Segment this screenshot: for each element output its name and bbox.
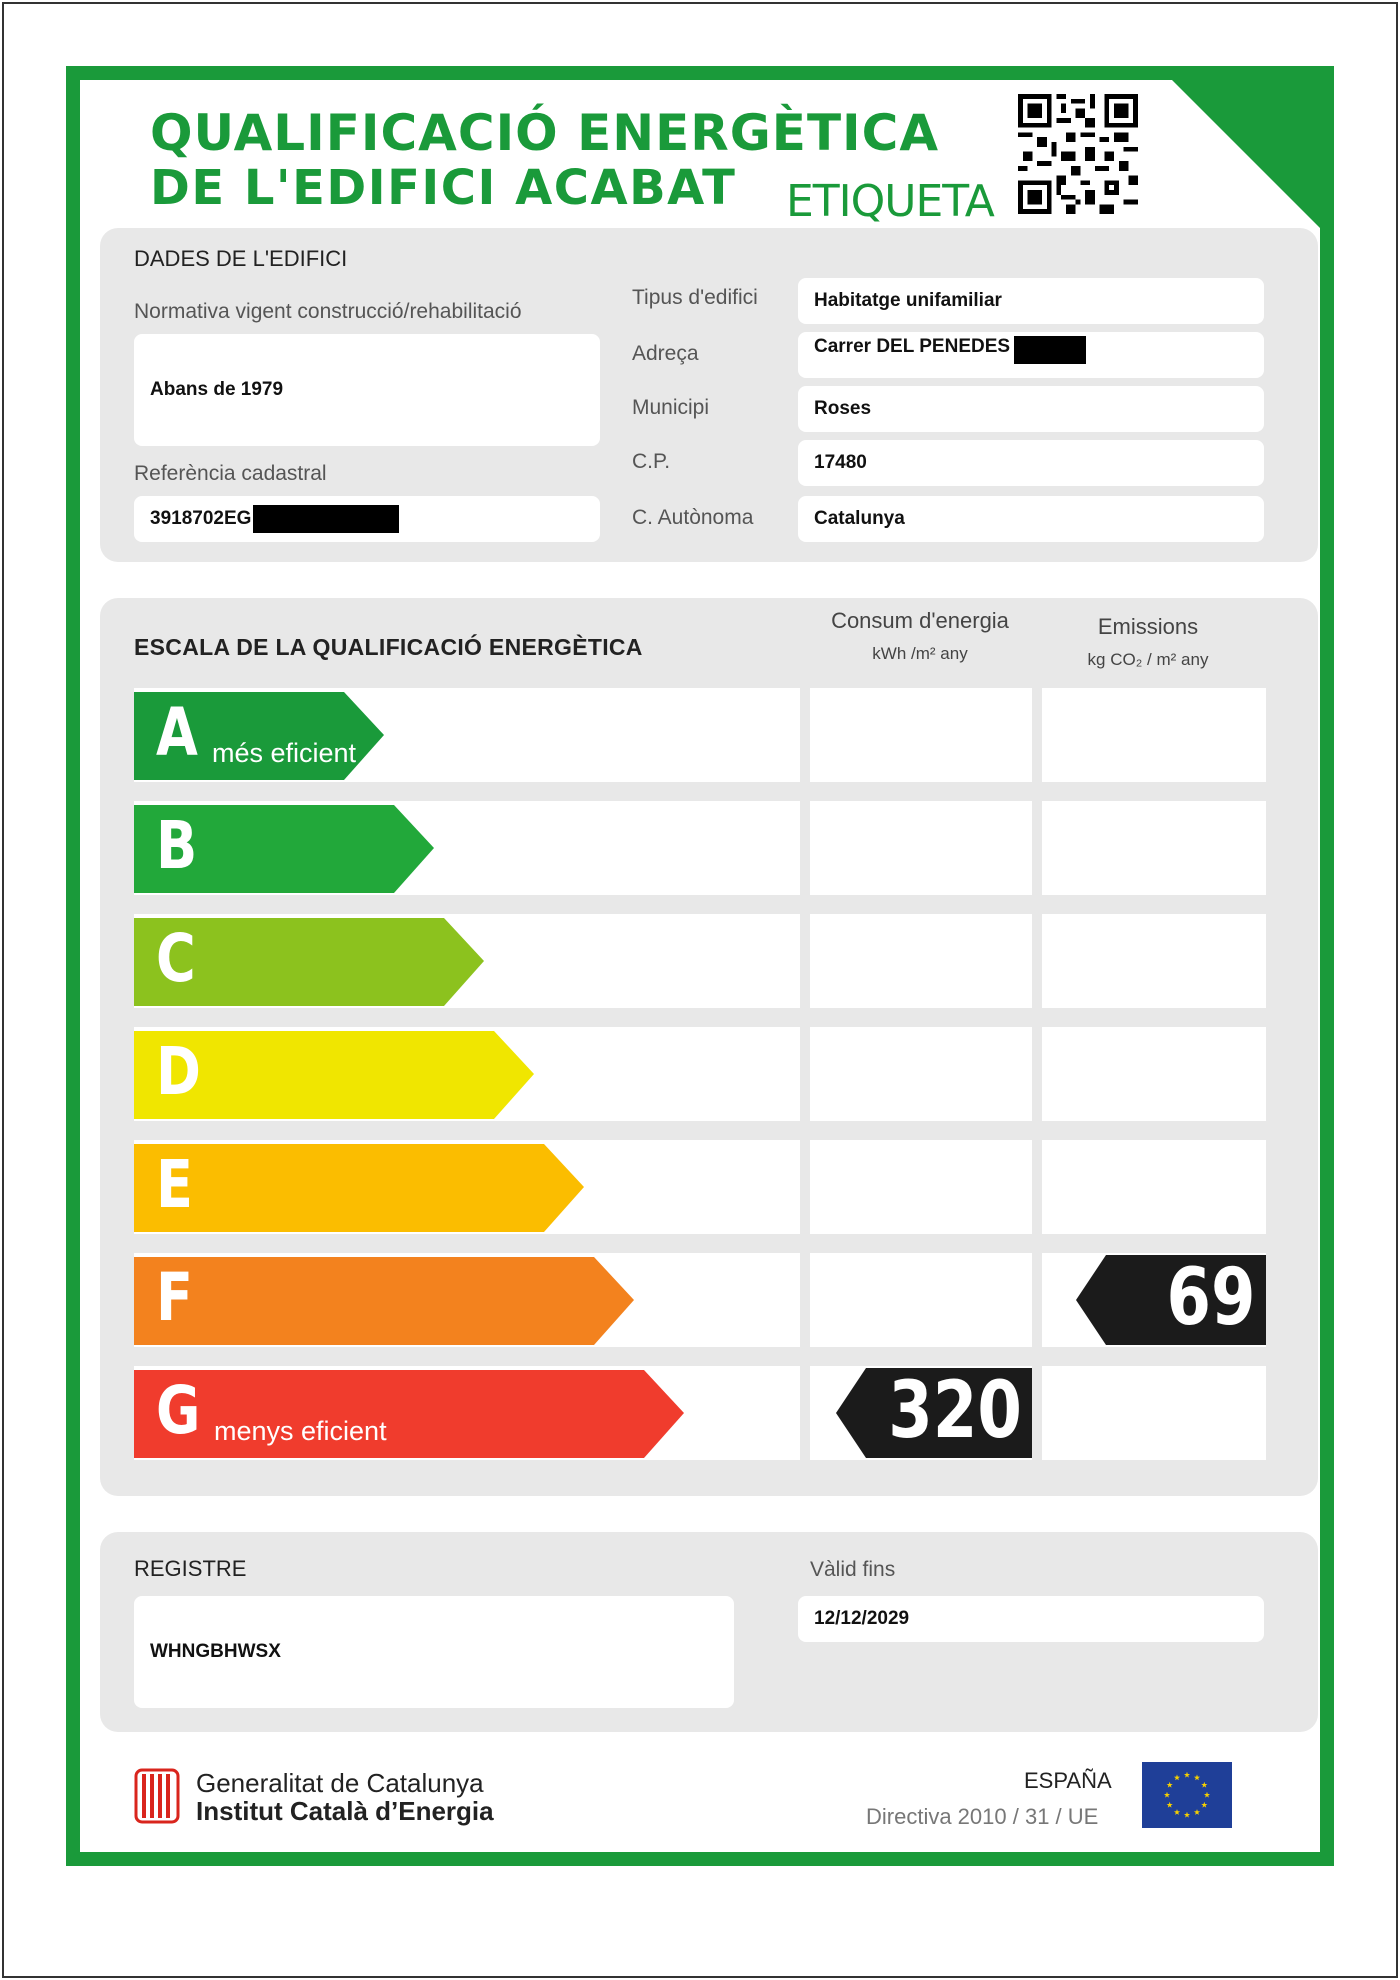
consum-column-unit: kWh /m² any (872, 644, 968, 663)
class-letter: E (156, 1146, 193, 1223)
eu-flag-icon (1142, 1762, 1232, 1828)
etiqueta-label: ETIQUETA (786, 176, 994, 227)
scale-row-g (134, 1366, 1290, 1460)
scale-section-title: ESCALA DE LA QUALIFICACIÓ ENERGÈTICA (134, 634, 643, 660)
registre-label: REGISTRE (134, 1556, 247, 1581)
scale-row-f (134, 1253, 1290, 1347)
class-caption: més eficient (212, 738, 357, 768)
consum-cell (810, 1027, 1032, 1121)
building-section-title: DADES DE L'EDIFICI (134, 246, 348, 271)
autonoma-label: C. Autònoma (632, 506, 754, 529)
emissions-cell (1042, 1366, 1266, 1460)
consum-cell (810, 688, 1032, 782)
energy-scale-panel (100, 598, 1318, 1496)
cp-field (798, 440, 1264, 486)
generalitat-logo-icon (134, 1768, 180, 1824)
emissions-cell (1042, 914, 1266, 1008)
title-line-2: DE L'EDIFICI ACABAT (150, 160, 737, 216)
normativa-label: Normativa vigent construcció/rehabilitació (134, 300, 522, 323)
title-line-1: QUALIFICACIÓ ENERGÈTICA (150, 104, 940, 162)
scale-row-b (134, 801, 1290, 895)
referencia-label: Referència cadastral (134, 462, 327, 485)
cp-value: 17480 (814, 452, 867, 473)
municipi-label: Municipi (632, 396, 710, 419)
emissions-column-title: Emissions (1097, 614, 1199, 639)
emissions-cell (1042, 801, 1266, 895)
consum-column-title: Consum d'energia (831, 608, 1009, 633)
emissions-value: 69 (1166, 1253, 1256, 1343)
autonoma-field (798, 496, 1264, 542)
emissions-column-unit: kg CO₂ / m² any (1087, 650, 1209, 669)
consum-cell (810, 914, 1032, 1008)
class-arrow-e (134, 1140, 586, 1234)
consum-value: 320 (888, 1366, 1022, 1456)
emissions-cell (1042, 688, 1266, 782)
valid-field (798, 1596, 1264, 1642)
emissions-cell (1042, 1140, 1266, 1234)
adreca-field (798, 332, 1264, 378)
scale-row-e (134, 1140, 1290, 1234)
scale-row-c (134, 914, 1290, 1008)
emissions-cell (1042, 1027, 1266, 1121)
referencia-field (134, 496, 600, 542)
normativa-value: Abans de 1979 (150, 379, 284, 400)
class-letter: G (156, 1372, 201, 1449)
redaction-box (253, 505, 399, 533)
scale-row-a (134, 688, 1290, 782)
tipus-label: Tipus d'edifici (632, 286, 758, 309)
registre-field (134, 1596, 734, 1708)
class-arrow-shape (134, 1144, 584, 1232)
municipi-value: Roses (814, 398, 872, 419)
registre-panel (100, 1532, 1318, 1732)
class-arrow-f (134, 1253, 636, 1347)
cp-label: C.P. (632, 450, 671, 473)
class-caption: menys eficient (214, 1416, 387, 1446)
normativa-field (134, 334, 600, 446)
scale-row-d (134, 1027, 1290, 1121)
municipi-field (798, 386, 1264, 432)
registre-value: WHNGBHWSX (150, 1641, 281, 1662)
class-arrow-shape (134, 1257, 634, 1345)
class-letter: A (156, 694, 198, 771)
consum-cell (810, 1253, 1032, 1347)
tipus-value: Habitatge unifamiliar (814, 290, 1002, 311)
class-letter: B (156, 807, 198, 884)
adreca-label: Adreça (632, 342, 699, 365)
espana-label: ESPAÑA (1024, 1768, 1112, 1793)
icaen-name: Institut Català d’Energia (196, 1796, 494, 1826)
redaction-box (1014, 336, 1086, 364)
class-letter: F (156, 1259, 193, 1336)
valid-label: Vàlid fins (810, 1558, 896, 1581)
autonoma-value: Catalunya (814, 508, 905, 529)
consum-cell (810, 801, 1032, 895)
energy-label (66, 66, 1334, 1866)
building-data-panel (100, 228, 1318, 562)
referencia-value: 3918702EG (150, 508, 252, 529)
generalitat-name: Generalitat de Catalunya (196, 1768, 484, 1798)
consum-cell (810, 1140, 1032, 1234)
directiva-label: Directiva 2010 / 31 / UE (866, 1804, 1099, 1829)
adreca-value: Carrer DEL PENEDES (814, 336, 1011, 357)
corner-triangle (1171, 79, 1321, 229)
tipus-field (798, 278, 1264, 324)
qr-code-icon (1018, 94, 1138, 214)
class-letter: D (156, 1033, 201, 1110)
class-letter: C (156, 920, 196, 997)
valid-value: 12/12/2029 (814, 1608, 910, 1629)
